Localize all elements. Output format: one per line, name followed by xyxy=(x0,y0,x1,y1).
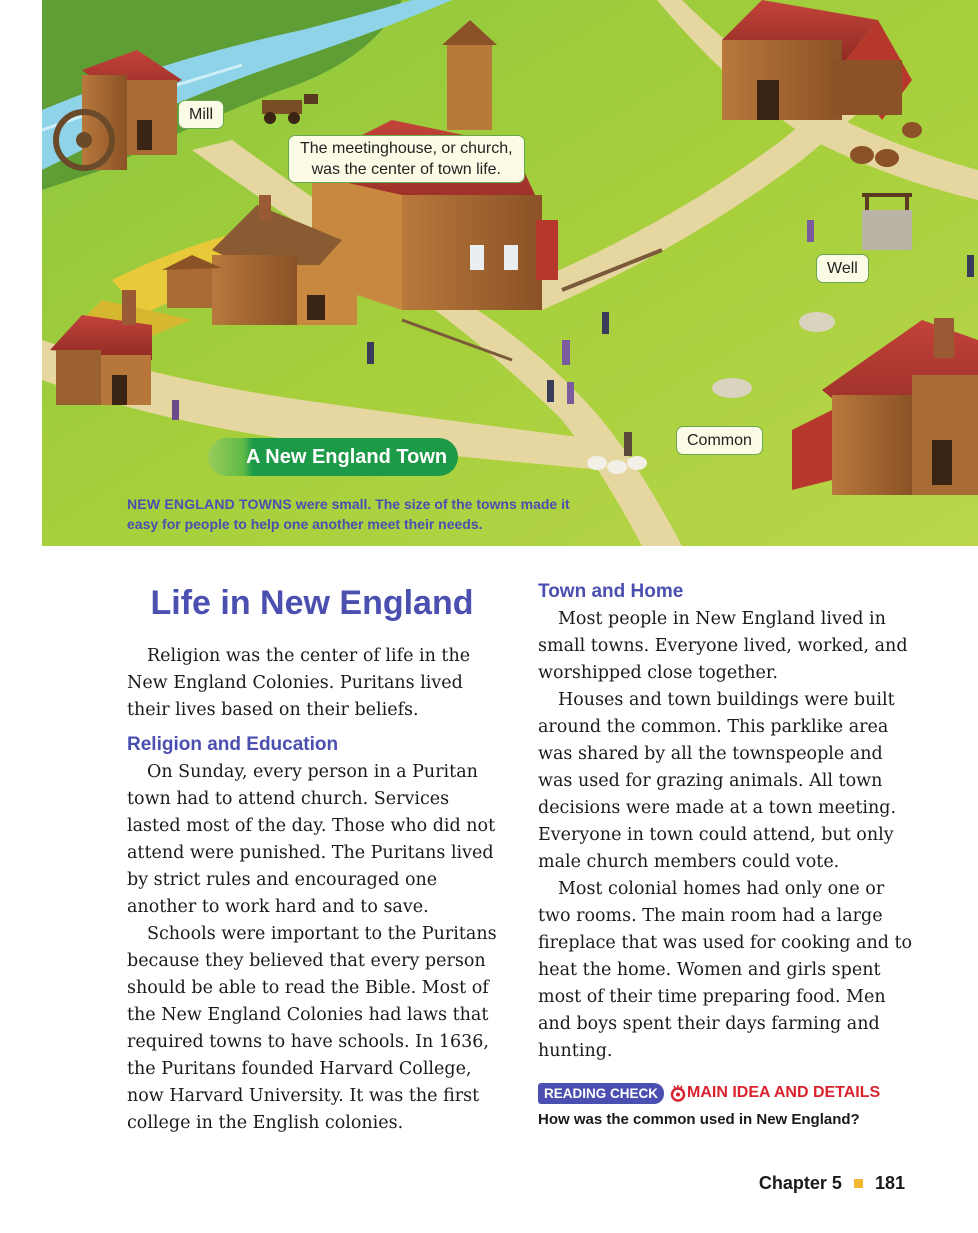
subhead-town-home: Town and Home xyxy=(538,581,684,602)
paragraph: Schools were important to the Puritans because they believed that every person should be able to read the Bible. Most of the New England Colonies had laws that required towns to have schools. In 1636, the Puritans founded Harvard College, now Harvard University. It was the first college in the English colonies. xyxy=(127,924,497,1133)
reading-check-badge: READING CHECK xyxy=(538,1083,664,1104)
paragraph: On Sunday, every person in a Puritan town had to attend church. Services lasted most of the day. Those who did not attend were punished. The Puritans lived by strict rules and encouraged one another to work hard and to save. xyxy=(127,762,496,917)
page-title: Life in New England xyxy=(150,584,474,622)
paragraph: Most colonial homes had only one or two rooms. The main room had a large fireplace that was used for cooking and to heat the home. Women and girls spent most of their time preparing food. Men and boys spent their days farming and hunting. xyxy=(538,879,913,1061)
common-label: Common xyxy=(676,426,763,455)
meetinghouse-label-line-2: was the center of town life. xyxy=(311,161,501,178)
caption-text: were small. The size of the towns made it easy for people to help one another meet their needs. xyxy=(127,496,570,532)
skill-target-icon xyxy=(670,1084,686,1102)
paragraph: Most people in New England lived in small towns. Everyone lived, worked, and worshipped close together. xyxy=(538,609,908,683)
meetinghouse-label-line-1: The meetinghouse, or church, xyxy=(300,140,513,157)
page-footer xyxy=(759,1173,905,1194)
caption-lead: NEW ENGLAND TOWNS xyxy=(127,496,292,512)
mill-label: Mill xyxy=(178,100,224,129)
paragraph: Houses and town buildings were built around the common. This parklike area was shared by all the townspeople and was used for grazing animals. All town decisions were made at a town meeting. Everyone in town could attend, but only male church members could vote. xyxy=(538,690,897,872)
subhead-religion-education: Religion and Education xyxy=(127,734,339,755)
meetinghouse-label xyxy=(288,135,525,183)
well-label: Well xyxy=(816,254,869,283)
right-column xyxy=(538,578,918,1131)
page-number: 181 xyxy=(874,1173,905,1193)
illustration-caption xyxy=(127,494,587,534)
intro-paragraph: Religion was the center of life in the New England Colonies. Puritans lived their lives based on their beliefs. xyxy=(127,646,471,720)
illustration-banner: A New England Town xyxy=(208,438,458,476)
reading-check-question: How was the common used in New England? xyxy=(538,1111,860,1128)
reading-check xyxy=(538,1081,918,1105)
chapter-label: Chapter 5 xyxy=(758,1173,842,1193)
footer-square-icon xyxy=(854,1179,863,1188)
town-illustration xyxy=(42,0,978,546)
reading-check-skill: MAIN IDEA AND DETAILS xyxy=(687,1084,881,1101)
left-column xyxy=(127,578,497,1137)
